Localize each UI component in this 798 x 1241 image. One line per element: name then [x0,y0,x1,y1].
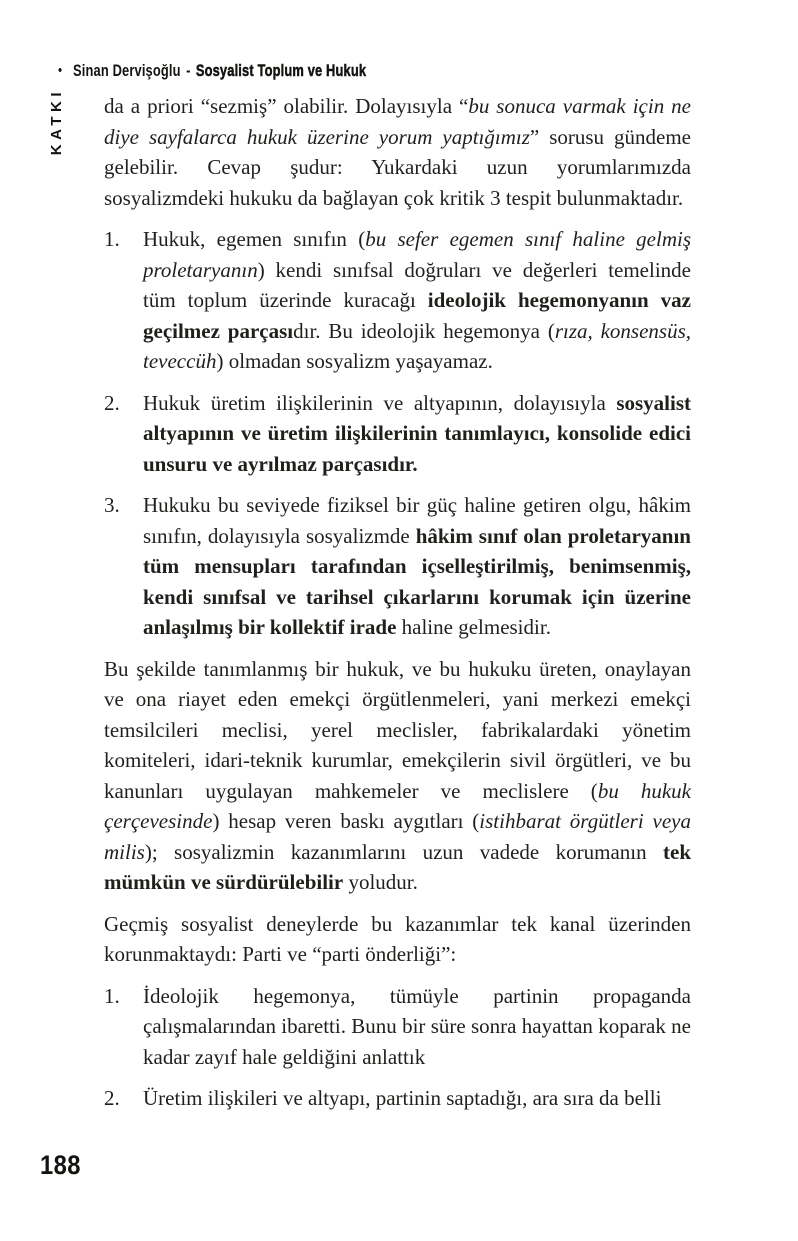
list-item-number: 3. [104,493,120,517]
numbered-list-1 [104,224,691,643]
list-item-number: 2. [104,390,120,415]
running-header [58,62,366,81]
list-item [104,388,691,480]
list-item [104,490,691,643]
list-item-text: Hukuk, egemen sınıfın (bu sefer egemen sınıf haline gelmiş proletaryanın) kendi sınıfsal doğruları ve değerleri temelinde tüm toplum üzerinde kuracağı ideolojik hegemonyanın vaz geçilmez parçasıdır. Bu ideolojik hegemonya (rıza, konsensüs, teveccüh) olmadan sosyalizm yaşayamaz. [143,227,692,373]
list-item-text: İdeolojik hegemonya, tümüyle partinin propaganda çalışmalarından ibaretti. Bunu bir süre sonra hayattan koparak ne kadar zayıf hale geldiğini anlattık [143,983,691,1069]
paragraph: Geçmiş sosyalist deneylerde bu kazanımlar tek kanal üzerinden korunmaktaydı: Parti ve “parti önderliği”: [104,911,691,966]
list-item [104,981,691,1073]
list-item-text: Üretim ilişkileri ve altyapı, partinin saptadığı, ara sıra da belli [143,1086,662,1110]
list-item-number: 1. [104,227,120,251]
header-separator: - [186,62,191,80]
list-item-number: 1. [104,983,120,1008]
margin-label-katki: KATKI [48,88,65,156]
page-body [104,91,691,1125]
bullet-icon: • [58,62,63,79]
list-item-number: 2. [104,1086,120,1110]
numbered-list-2 [104,981,691,1114]
list-item [104,1083,691,1114]
list-item-text: Hukuku bu seviyede fiziksel bir güç haline getiren olgu, hâkim sınıfın, dolayısıyla sosyalizmde hâkim sınıf olan proletaryanın tüm mensupları tarafından içselleştirilmiş, benimsenmiş, kendi sınıfsal ve tarihsel çıkarlarını korumak için üzerine anlaşılmış bir kollektif irade haline gelmesidir. [143,493,691,639]
paragraph: Bu şekilde tanımlanmış bir hukuk, ve bu hukuku üreten, onaylayan ve ona riayet eden emekçi örgütlenmeleri, yani merkezi emekçi temsilcileri meclisi, yerel meclisler, fabrikalardaki yönetim komiteleri, idari-teknik kurumlar, emekçilerin sivil örgütleri, ve bu kanunları uygulayan mahkemeler ve meclislere (bu hukuk çerçevesinde) hesap veren baskı aygıtları (istihbarat örgütleri veya milis); sosyalizmin kazanımlarını uzun vadede korumanın tek mümkün ve sürdürülebilir yoludur. [104,656,691,894]
list-item [104,224,691,377]
header-book-title: Sosyalist Toplum ve Hukuk [195,62,367,80]
paragraph: da a priori “sezmiş” olabilir. Dolayısıyla “bu sonuca varmak için ne diye sayfalarca hukuk üzerine yorum yaptığımız” sorusu gündeme gelebilir. Cevap şudur: Yukardaki uzun yorumlarımızda sosyalizmdeki hukuku da bağlayan çok kritik 3 tespit bulunmaktadır. [104,94,691,210]
header-author: Sinan Dervişoğlu [73,62,181,80]
page-number: 188 [40,1150,81,1180]
list-item-text: Hukuk üretim ilişkilerinin ve altyapının, dolayısıyla sosyalist altyapının ve üretim ilişkilerinin tanımlayıcı, konsolide edici unsuru ve ayrılmaz parçasıdır. [143,390,691,476]
